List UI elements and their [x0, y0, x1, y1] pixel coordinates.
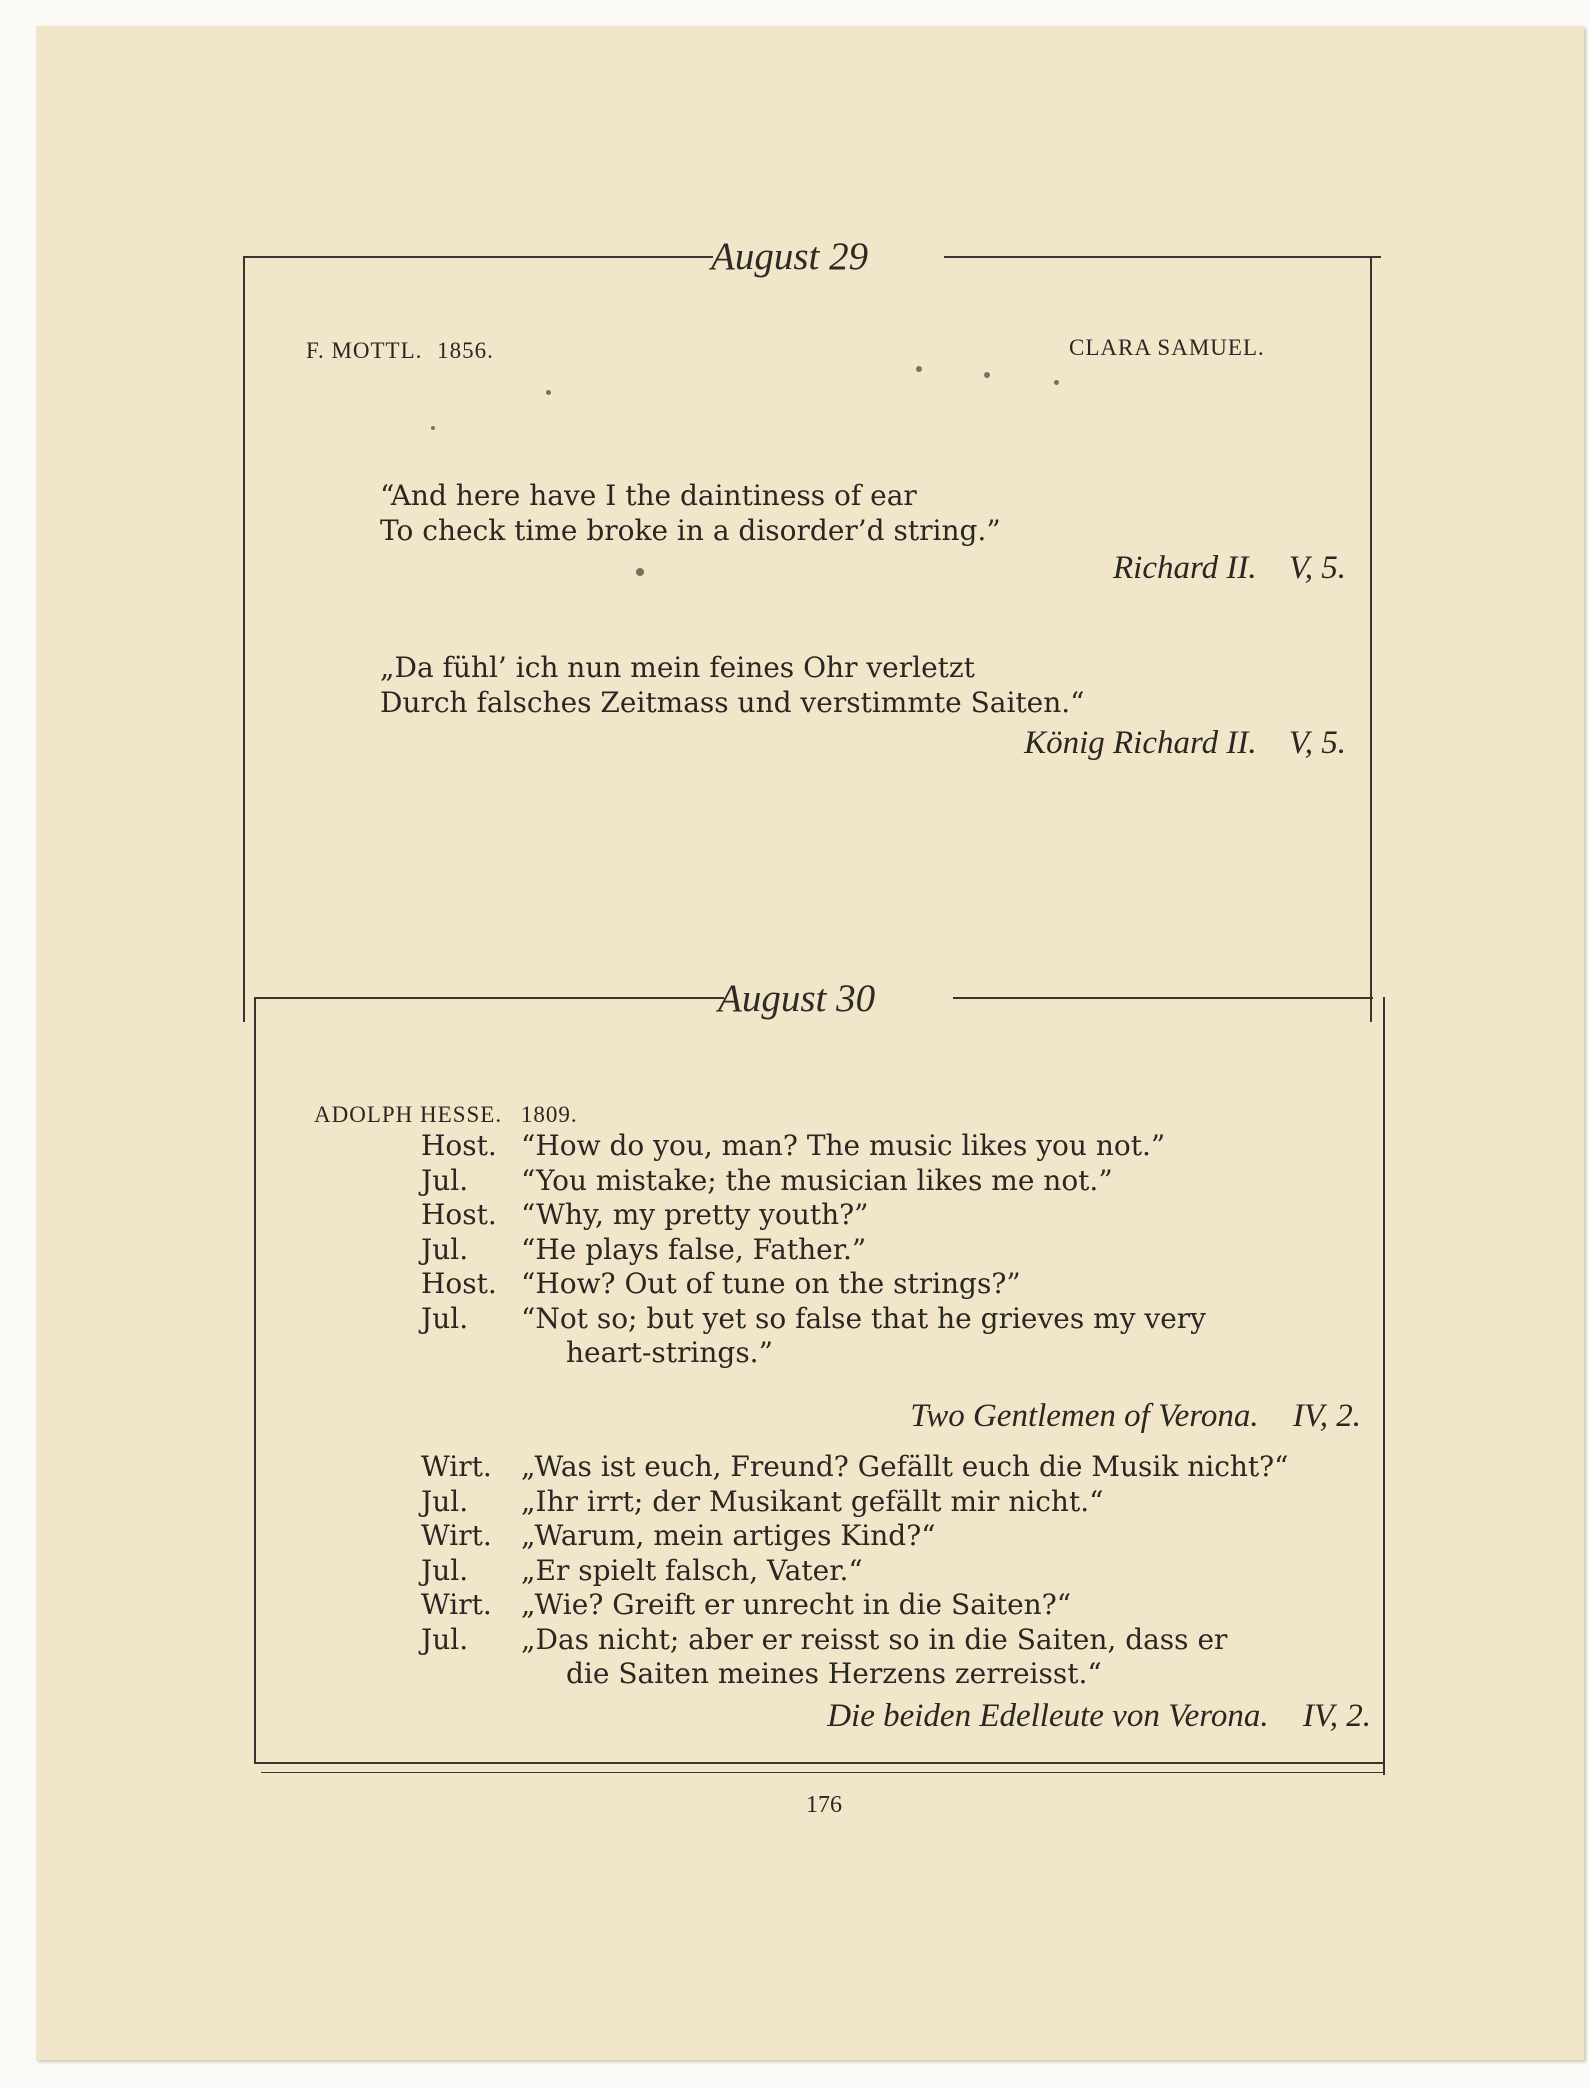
speaker: Wirt.	[421, 1588, 492, 1621]
german-dialog	[421, 1450, 1371, 1692]
composer-left	[306, 338, 494, 364]
frame-middle-right	[953, 997, 1373, 999]
quote-line: To check time broke in a disorder’d string.”	[380, 514, 1001, 547]
dialog-line: „Warum, mein artiges Kind?“	[521, 1519, 936, 1552]
citation-title: Two Gentlemen of Verona.	[910, 1398, 1259, 1434]
dialog-row	[421, 1519, 1371, 1554]
composer-name: ADOLPH HESSE.	[314, 1102, 503, 1127]
dialog-row	[421, 1164, 1371, 1199]
page-number: 176	[806, 1792, 842, 1818]
speaker: Host.	[421, 1129, 497, 1162]
dialog-continuation: heart-strings.”	[566, 1336, 773, 1369]
composer-right: CLARA SAMUEL.	[1069, 335, 1265, 360]
dialog-line: „Ihr irrt; der Musikant gefällt mir nicht.“	[521, 1484, 1104, 1518]
dialog-line: „Er spielt falsch, Vater.“	[521, 1553, 863, 1587]
dialog-row	[421, 1129, 1371, 1164]
frame-left-lower	[254, 997, 256, 1764]
citation-title: Die beiden Edelleute von Verona.	[827, 1698, 1269, 1734]
composer-line	[314, 1102, 578, 1128]
dialog-line: “You mistake; the musician likes me not.”	[521, 1163, 1113, 1197]
frame-middle-left	[254, 997, 724, 999]
composer-name: F. MOTTL.	[306, 338, 423, 363]
english-quote	[380, 478, 1001, 548]
citation-act: V, 5.	[1288, 550, 1346, 586]
german-citation	[736, 725, 1346, 762]
dialog-row	[421, 1267, 1371, 1302]
speaker: Jul.	[421, 1622, 469, 1656]
dialog-line: “Why, my pretty youth?”	[521, 1198, 869, 1231]
paper-speck	[636, 568, 644, 576]
citation-act: IV, 2.	[1302, 1698, 1371, 1734]
dialog-row	[421, 1485, 1371, 1520]
dialog-row	[421, 1302, 1371, 1337]
german-citation	[496, 1698, 1371, 1735]
speaker: Jul.	[421, 1301, 469, 1335]
paper-speck	[431, 426, 435, 430]
frame-left-upper	[243, 256, 245, 1022]
dialog-row	[421, 1623, 1371, 1658]
date-august-30: August 30	[718, 977, 876, 1020]
dialog-row	[421, 1198, 1371, 1233]
paper-speck	[916, 366, 922, 372]
dialog-line: “How do you, man? The music likes you not.”	[521, 1129, 1166, 1162]
dialog-line: „Das nicht; aber er reisst so in die Saiten, dass er	[521, 1622, 1228, 1656]
dialog-row	[421, 1450, 1371, 1485]
frame-bottom-outer	[261, 1772, 1385, 1773]
paper-speck	[984, 372, 990, 378]
frame-right-upper	[1370, 256, 1372, 1022]
book-page	[36, 26, 1584, 2060]
frame-top-left	[243, 256, 713, 258]
dialog-line: “Not so; but yet so false that he grieves my very	[521, 1301, 1207, 1335]
citation-act: IV, 2.	[1292, 1398, 1361, 1434]
frame-right-lower	[1383, 997, 1385, 1775]
german-quote	[380, 650, 1085, 720]
speaker: Host.	[421, 1198, 497, 1231]
composer-year: 1856.	[437, 338, 494, 363]
quote-line: “And here have I the daintiness of ear	[380, 479, 917, 512]
speaker: Jul.	[421, 1484, 469, 1518]
frame-bottom	[254, 1762, 1385, 1764]
quote-line: „Da fühl’ ich nun mein feines Ohr verletzt	[380, 651, 975, 684]
dialog-line: „Was ist euch, Freund? Gefällt euch die Musik nicht?“	[521, 1450, 1289, 1483]
paper-speck	[1054, 380, 1059, 385]
speaker: Wirt.	[421, 1519, 492, 1552]
citation-title: Richard II.	[1113, 550, 1257, 586]
dialog-row	[421, 1233, 1371, 1268]
dialog-line: “He plays false, Father.”	[521, 1232, 867, 1266]
speaker: Jul.	[421, 1553, 469, 1587]
dialog-row	[421, 1588, 1371, 1623]
english-dialog	[421, 1129, 1371, 1371]
dialog-line: „Wie? Greift er unrecht in die Saiten?“	[521, 1588, 1072, 1621]
dialog-row	[421, 1554, 1371, 1589]
english-citation	[596, 1398, 1361, 1435]
dialog-continuation: die Saiten meines Herzens zerreisst.“	[566, 1657, 1102, 1690]
dialog-line: “How? Out of tune on the strings?”	[521, 1267, 1021, 1300]
speaker: Host.	[421, 1267, 497, 1300]
english-citation	[736, 550, 1346, 587]
citation-act: V, 5.	[1288, 725, 1346, 761]
composer-year: 1809.	[520, 1102, 578, 1127]
quote-line: Durch falsches Zeitmass und verstimmte Saiten.“	[380, 686, 1085, 719]
date-august-29: August 29	[711, 235, 869, 278]
citation-title: König Richard II.	[1024, 725, 1257, 761]
speaker: Wirt.	[421, 1450, 492, 1483]
frame-top-right	[944, 256, 1381, 258]
paper-speck	[546, 390, 551, 395]
speaker: Jul.	[421, 1163, 469, 1197]
speaker: Jul.	[421, 1232, 469, 1266]
